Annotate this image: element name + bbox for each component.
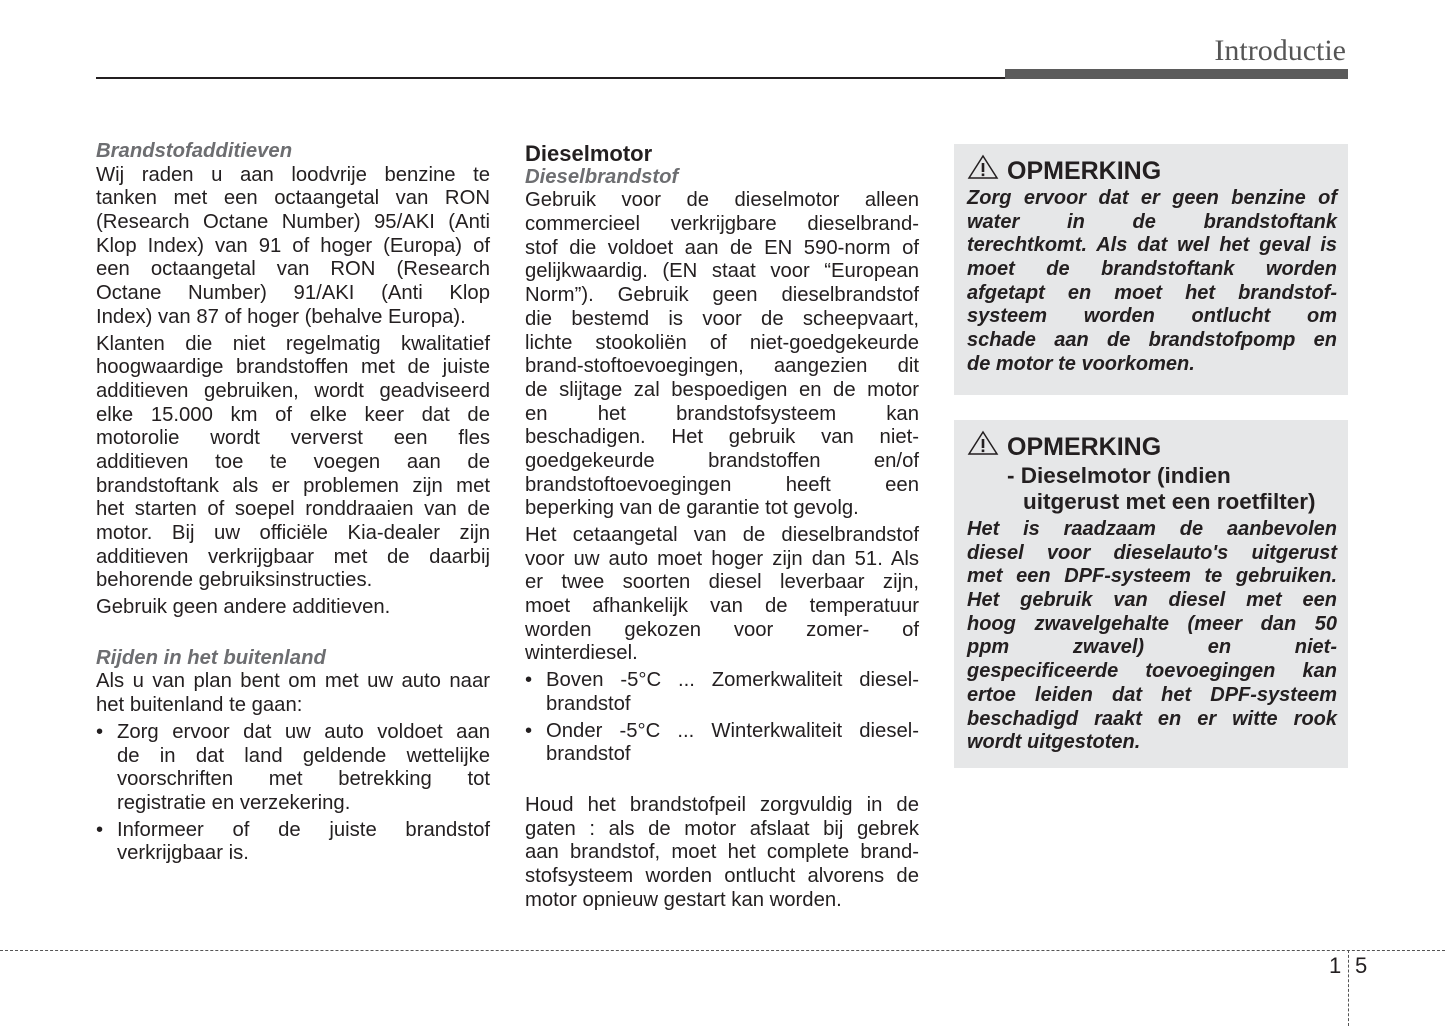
note-line: ppm zwavel) en niet- xyxy=(967,636,1337,659)
note-title: OPMERKING xyxy=(1007,432,1162,461)
text-line: tanken met een octaangetal van RON xyxy=(96,187,490,210)
note-title-row xyxy=(967,154,1337,187)
text-line: gaten : als de motor afslaat bij gebrek xyxy=(525,817,919,840)
page-section-number: 1 xyxy=(1329,953,1342,978)
note-line: moet de brandstoftank worden xyxy=(967,258,1337,281)
text-line: de slijtage zal bespoedigen en de motor xyxy=(525,378,919,401)
header-bar xyxy=(1005,69,1348,79)
note-line: de motor te voorkomen. xyxy=(967,352,1195,375)
note-line: Het gebruik van diesel met een xyxy=(967,589,1337,612)
text-line: brand-stoftoevoegingen, aangezien dit xyxy=(525,355,919,378)
paragraph xyxy=(525,794,919,912)
text-line: beschadigen. Het gebruik van niet- xyxy=(525,426,919,449)
text-line: goedgekeurde brandstoffen en/of xyxy=(525,449,919,472)
paragraph xyxy=(96,333,490,594)
bullet-icon: • xyxy=(525,719,533,742)
text-line: moet afhankelijk van de temperatuur xyxy=(525,595,919,618)
column-1 xyxy=(96,140,490,869)
note-title-row xyxy=(967,430,1337,463)
warning-icon xyxy=(967,154,999,187)
bullet-icon: • xyxy=(96,720,104,743)
text-line: Klop Index) van 91 of hoger (Europa) of xyxy=(96,234,490,257)
text-line: motor. Bij uw officiële Kia-dealer zijn xyxy=(96,522,490,544)
text-line: er twee soorten diesel leverbaar zijn, xyxy=(525,571,919,594)
paragraph xyxy=(96,596,490,620)
text-line: winterdiesel. xyxy=(525,642,638,665)
text-line: brandstof xyxy=(546,692,631,715)
text-line: Het cetaangetal van de dieselbrandstof xyxy=(525,524,919,546)
note-line: wordt uitgestoten. xyxy=(967,731,1141,754)
paragraph xyxy=(525,524,919,666)
note-line: systeem worden ontlucht om xyxy=(967,305,1337,328)
note-line: hoog zwavelgehalte (meer dan 50 xyxy=(967,612,1337,635)
text-line: Houd het brandstofpeil zorgvuldig in de xyxy=(525,793,919,816)
text-line: worden gekozen voor zomer- of xyxy=(525,618,919,641)
text-line: lichte stookoliën of niet-goedgekeurde xyxy=(525,331,919,354)
text-line: Onder -5°C ... Winterkwaliteit diesel- xyxy=(546,719,919,742)
note-line: schade aan de brandstofpomp en xyxy=(967,329,1337,352)
text-line: voor uw auto moet hoger zijn dan 51. Als xyxy=(525,547,919,570)
text-line: Gebruik voor de dieselmotor alleen xyxy=(525,189,919,212)
note-line: met een DPF-systeem te gebruiken. xyxy=(967,565,1337,588)
note-title: OPMERKING xyxy=(1007,156,1162,185)
text-line: gelijkwaardig. (EN staat voor “European xyxy=(525,260,919,283)
text-line: Octane Number) 91/AKI (Anti Klop xyxy=(96,282,490,305)
text-line: stofsysteem worden ontlucht alvorens de xyxy=(525,864,919,887)
text-line: brandstoftank als er problemen zijn met xyxy=(96,474,490,497)
text-line: beperking van de garantie tot gevolg. xyxy=(525,497,859,520)
section-title: Introductie xyxy=(1214,34,1346,67)
note-line: terechtkomt. Als dat wel het geval is xyxy=(967,234,1337,257)
text-line: verkrijgbaar is. xyxy=(117,842,249,865)
note-line: afgetapt en moet het brandstof- xyxy=(967,281,1337,304)
text-line: registratie en verzekering. xyxy=(117,791,351,814)
text-line: Als u van plan bent om met uw auto naar xyxy=(96,670,490,693)
text-line: stof die voldoet aan de EN 590-norm of xyxy=(525,236,919,259)
text-line: en het brandstofsysteem kan xyxy=(525,402,919,425)
footer-divider xyxy=(1348,950,1349,1026)
text-line: brandstoftoevoegingen heeft een xyxy=(525,473,919,496)
note-box xyxy=(954,420,1348,768)
bullet-icon: • xyxy=(96,818,104,841)
text-line: Index) van 87 of hoger (behalve Europa). xyxy=(96,305,466,328)
text-line: Wij raden u aan loodvrije benzine te xyxy=(96,163,490,186)
text-line: additieven gebruiken, wordt geadviseerd xyxy=(96,379,490,402)
subheading: Dieselbrandstof xyxy=(525,165,679,188)
text-line: een octaangetal van RON (Research xyxy=(96,258,490,281)
text-line: Gebruik geen andere additieven. xyxy=(96,596,391,619)
note-line: gespecificeerde toevoegingen kan xyxy=(967,660,1337,683)
text-line: hoogwaardige brandstoffen met de juiste xyxy=(96,356,490,379)
text-line: additieven verkrijgbaar met de daarbij xyxy=(96,545,490,568)
note-subtitle: uitgerust met een roetfilter) xyxy=(1023,489,1316,514)
section-heading: Dieselmotor xyxy=(525,141,653,166)
note-line: water in de brandstoftank xyxy=(967,210,1337,233)
bullet-icon: • xyxy=(525,669,533,692)
bullet-item xyxy=(525,720,919,767)
bullet-item xyxy=(525,669,919,716)
text-line: behorende gebruiksinstructies. xyxy=(96,569,373,592)
note-line: Zorg ervoor dat er geen benzine of xyxy=(967,187,1337,209)
text-line: motorolie wordt ververst een fles xyxy=(96,427,490,450)
note-line: Het is raadzaam de aanbevolen xyxy=(967,518,1337,540)
paragraph xyxy=(525,189,919,521)
bullet-item xyxy=(96,721,490,816)
text-line: die bestemd is voor de scheepvaart, xyxy=(525,307,919,330)
footer-rule xyxy=(0,950,1445,951)
note-line: ertoe leiden dat het DPF-systeem xyxy=(967,683,1337,706)
text-line: Boven -5°C ... Zomerkwaliteit diesel- xyxy=(546,669,919,692)
text-line: het buitenland te gaan: xyxy=(96,694,303,717)
text-line: (Research Octane Number) 95/AKI (Anti xyxy=(96,211,490,234)
text-line: motor opnieuw gestart kan worden. xyxy=(525,888,842,911)
text-line: de in dat land geldende wettelijke xyxy=(117,744,490,767)
paragraph xyxy=(96,164,490,330)
header-rule xyxy=(96,77,1006,79)
text-line: brandstof xyxy=(546,743,631,766)
note-line: diesel voor dieselauto's uitgerust xyxy=(967,541,1337,564)
text-line: elke 15.000 km of elke keer dat de xyxy=(96,403,490,426)
text-line: voorschriften met betrekking tot xyxy=(117,768,490,791)
subheading: Brandstofadditieven xyxy=(96,140,293,162)
page-number: 5 xyxy=(1355,953,1368,978)
note-subtitle: - Dieselmotor (indien xyxy=(1007,463,1231,488)
paragraph xyxy=(96,670,490,717)
subheading: Rijden in het buitenland xyxy=(96,646,326,669)
text-line: het starten of soepel ronddraaien van de xyxy=(96,498,490,521)
text-line: Klanten die niet regelmatig kwalitatief xyxy=(96,332,490,355)
column-2 xyxy=(525,140,919,915)
text-line: aan brandstof, moet het complete brand- xyxy=(525,841,919,864)
note-box xyxy=(954,144,1348,395)
note-line: beschadigd raakt en er witte rook xyxy=(967,707,1337,730)
text-line: Informeer of de juiste brandstof xyxy=(117,818,490,841)
warning-icon xyxy=(967,430,999,463)
text-line: Norm”). Gebruik geen dieselbrandstof xyxy=(525,284,919,307)
text-line: commercieel verkrijgbare dieselbrand- xyxy=(525,213,919,236)
bullet-item xyxy=(96,819,490,866)
text-line: additieven toe te voegen aan de xyxy=(96,450,490,473)
text-line: Zorg ervoor dat uw auto voldoet aan xyxy=(117,720,490,743)
